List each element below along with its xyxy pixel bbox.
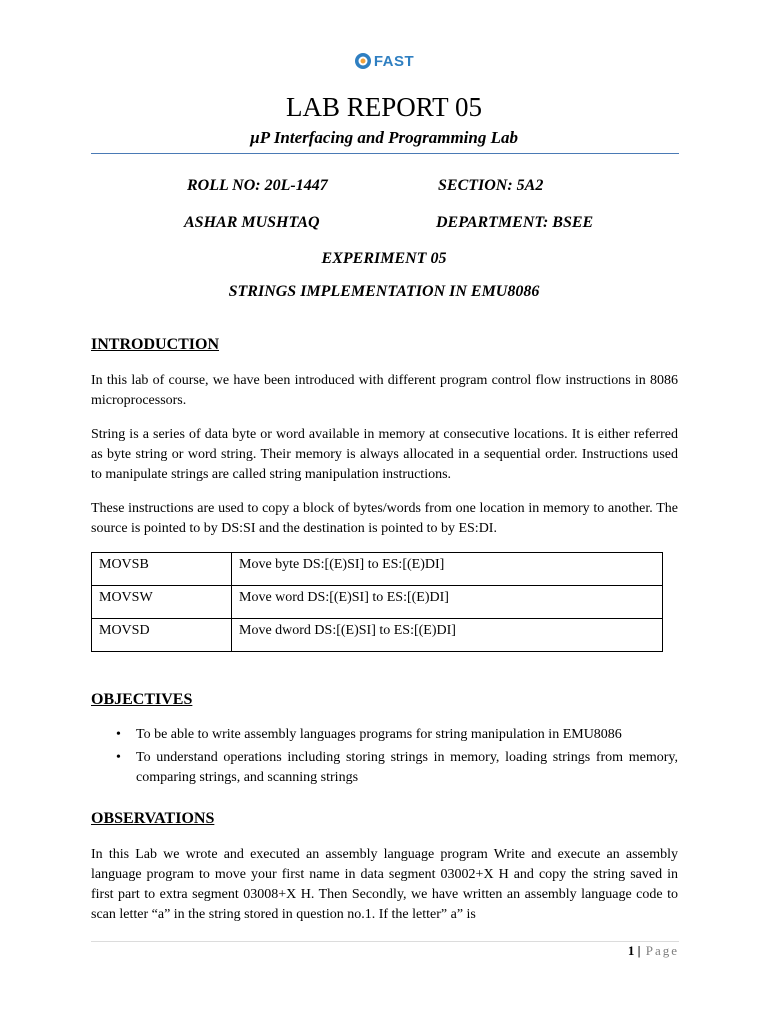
fast-logo-emblem-icon — [354, 52, 372, 70]
footer-separator: | — [637, 943, 641, 958]
table-cell-description: Move byte DS:[(E)SI] to ES:[(E)DI] — [232, 553, 663, 586]
observations-paragraph-1: In this Lab we wrote and executed an assembly language program Write and execute an assembly language program to move your first name in data segment 03002+X H and copy the string saved in first part to extra segment 03008+X H. Then Secondly, we have written an assembly language code to scan letter “a” in the string stored in question no.1. If the letter” a” is — [91, 847, 678, 922]
report-subtitle: µP Interfacing and Programming Lab — [250, 128, 518, 147]
roll-number: ROLL NO: 20L-1447 — [187, 177, 328, 194]
experiment-title: STRINGS IMPLEMENTATION IN EMU8086 — [228, 283, 540, 300]
string-instructions-table — [91, 552, 663, 652]
logo-text: FAST — [373, 52, 415, 70]
introduction-paragraph-3: These instructions are used to copy a block of bytes/words from one location in memory to another. The source is pointed to by DS:SI and the destination is pointed to by ES:DI. — [91, 501, 678, 536]
table-cell-mnemonic: MOVSB — [92, 553, 232, 586]
list-item — [91, 725, 678, 745]
table-row — [92, 619, 663, 652]
page-label: Page — [645, 943, 679, 958]
table-cell-mnemonic: MOVSW — [92, 586, 232, 619]
introduction-paragraph-2: String is a series of data byte or word available in memory at consecutive locations. It is either referred as byte string or word string. Their memory is always allocated in a sequential order. Instructions used to manipulate strings are called string manipulation instructions. — [91, 427, 678, 482]
header-divider — [91, 153, 679, 154]
fast-logo — [349, 47, 419, 75]
footer-divider — [91, 941, 679, 942]
department: DEPARTMENT: BSEE — [436, 214, 594, 231]
objective-text: To understand operations including storing strings in memory, loading strings from memory, comparing strings, and scanning strings — [136, 750, 678, 785]
objectives-list — [91, 725, 678, 791]
introduction-paragraph-1: In this lab of course, we have been introduced with different program control flow instructions in 8086 microprocessors. — [91, 373, 678, 408]
page-footer — [628, 943, 679, 959]
table-cell-description: Move dword DS:[(E)SI] to ES:[(E)DI] — [232, 619, 663, 652]
table-row — [92, 586, 663, 619]
table-cell-mnemonic: MOVSD — [92, 619, 232, 652]
table-cell-description: Move word DS:[(E)SI] to ES:[(E)DI] — [232, 586, 663, 619]
section: SECTION: 5A2 — [438, 177, 544, 194]
bullet-icon: • — [116, 727, 121, 742]
report-title: LAB REPORT 05 — [286, 92, 482, 122]
objectives-heading: OBJECTIVES — [91, 691, 193, 708]
introduction-heading: INTRODUCTION — [91, 336, 220, 353]
list-item — [91, 748, 678, 788]
page-number: 1 — [627, 943, 635, 958]
student-name: ASHAR MUSHTAQ — [184, 214, 320, 231]
experiment-number: EXPERIMENT 05 — [321, 250, 447, 267]
observations-heading: OBSERVATIONS — [91, 810, 215, 827]
bullet-icon: • — [116, 750, 121, 765]
table-row — [92, 553, 663, 586]
objective-text: To be able to write assembly languages programs for string manipulation in EMU8086 — [136, 727, 622, 742]
